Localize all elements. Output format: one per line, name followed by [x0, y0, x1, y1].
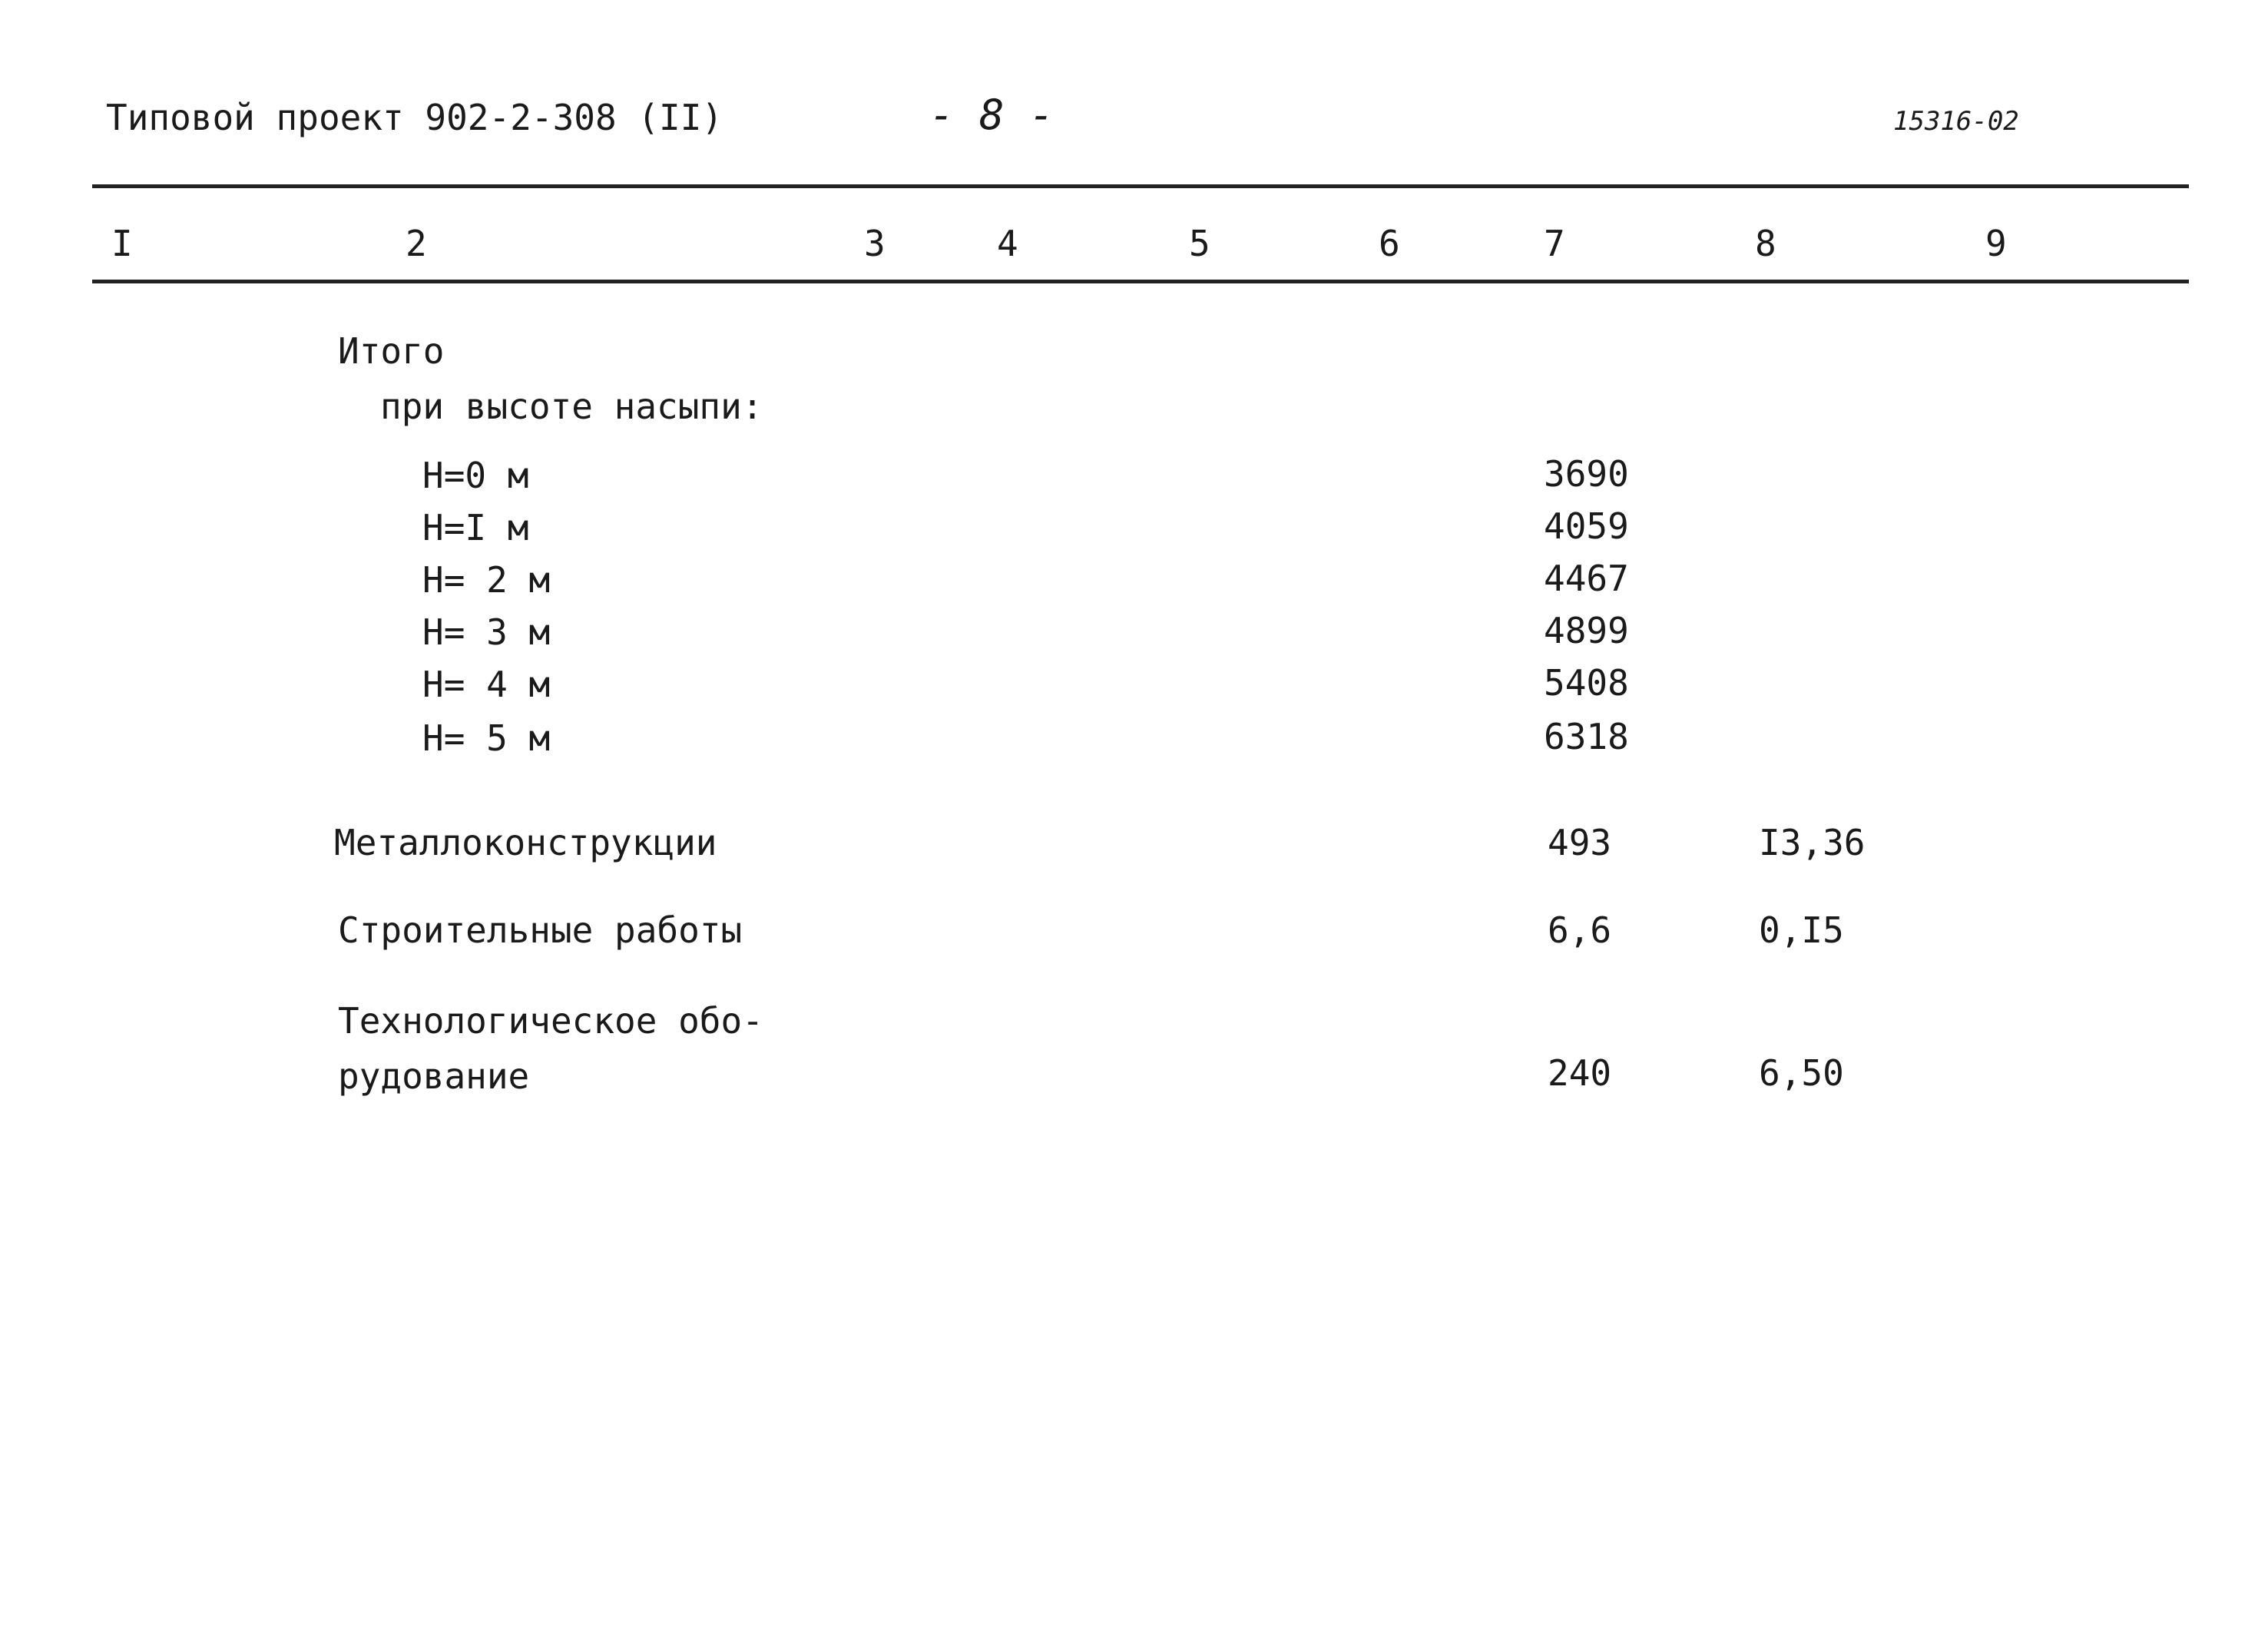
height-row-label: H=I м — [422, 507, 529, 548]
height-row-value: 3690 — [1544, 453, 1629, 495]
row-value-col7: 6,6 — [1548, 909, 1612, 951]
document-title: Типовой проект 902-2-308 (II) — [106, 97, 723, 138]
column-number-9: 9 — [1985, 223, 2007, 264]
height-row-value: 6318 — [1544, 716, 1629, 757]
row-label-metal: Металлоконструкции — [334, 822, 717, 863]
height-label: при высоте насыпи: — [380, 386, 763, 427]
column-number-3: 3 — [864, 223, 886, 264]
column-number-5: 5 — [1189, 223, 1210, 264]
height-row-value: 4467 — [1544, 558, 1629, 599]
row-value-col8: 6,50 — [1759, 1052, 1844, 1094]
column-number-8: 8 — [1755, 223, 1776, 264]
height-row-label: H= 4 м — [422, 664, 551, 705]
height-row-value: 5408 — [1544, 662, 1629, 704]
height-row-label: H= 3 м — [422, 611, 551, 653]
row-value-col8: I3,36 — [1759, 822, 1866, 863]
table-header-rule — [92, 280, 2189, 283]
document-code: 15316-02 — [1893, 106, 2019, 137]
page-number: - 8 - — [929, 91, 1055, 139]
itogo-label: Итого — [338, 330, 445, 372]
table-top-rule — [92, 184, 2189, 188]
height-row-label: H= 2 м — [422, 559, 551, 601]
height-row-label: H= 5 м — [422, 717, 551, 759]
row-value-col8: 0,I5 — [1759, 909, 1844, 951]
row-value-col7: 493 — [1548, 822, 1612, 863]
height-row-value: 4899 — [1544, 610, 1629, 651]
row-label-construction: Строительные работы — [338, 909, 743, 951]
column-number-4: 4 — [997, 223, 1018, 264]
height-row-value: 4059 — [1544, 505, 1629, 547]
column-number-6: 6 — [1379, 223, 1400, 264]
column-number-1: I — [111, 223, 133, 264]
row-value-col7: 240 — [1548, 1052, 1612, 1094]
height-row-label: H=0 м — [422, 455, 529, 496]
column-number-7: 7 — [1544, 223, 1565, 264]
column-number-2: 2 — [406, 223, 427, 264]
row-label-equipment-line1: Технологическое обо- — [338, 1000, 763, 1042]
row-label-equipment-line2: рудование — [338, 1055, 530, 1097]
